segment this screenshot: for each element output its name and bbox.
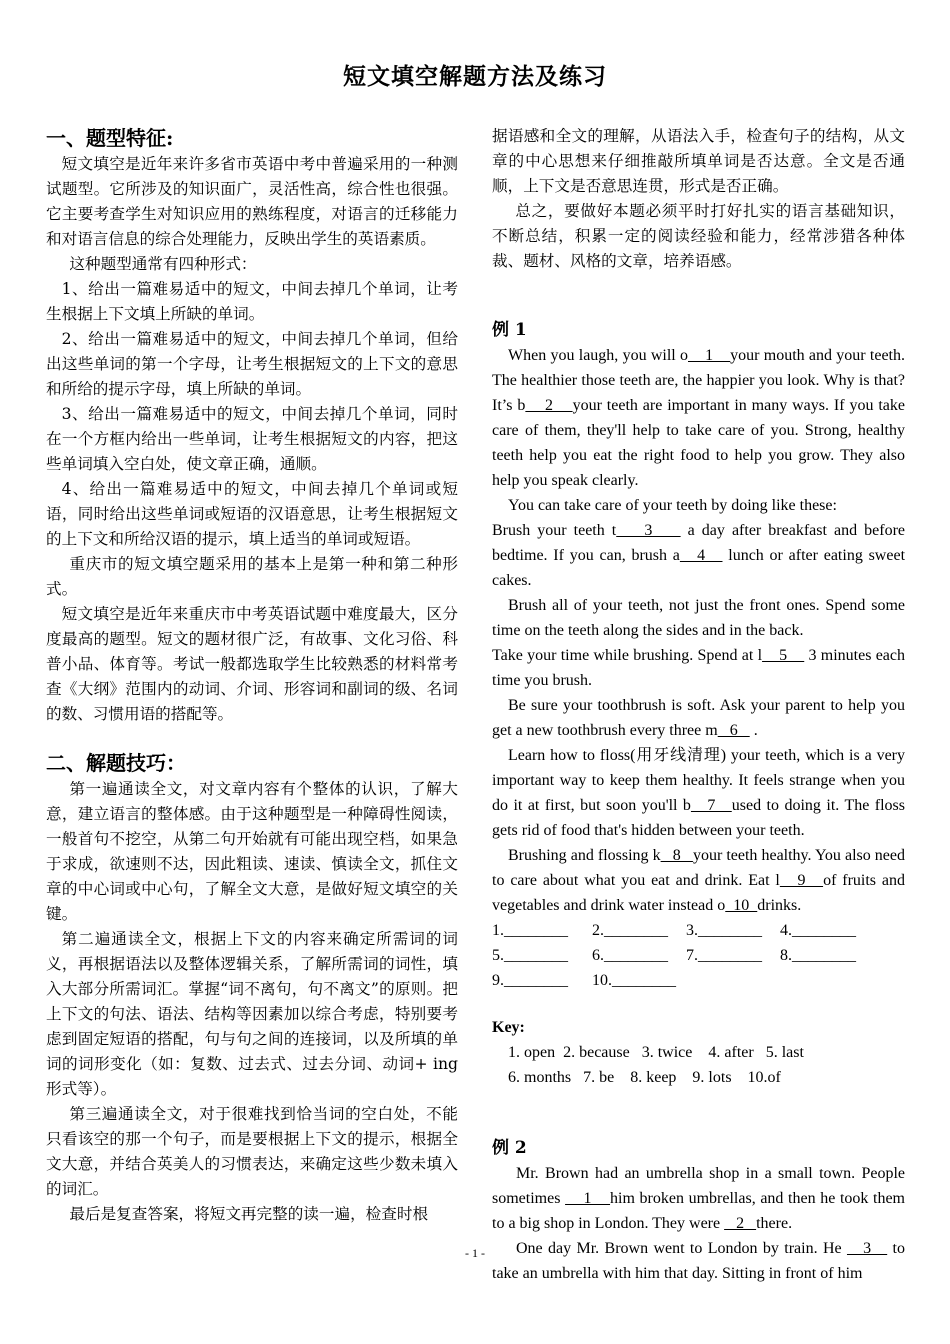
- section1-paragraph: 这种题型通常有四种形式：: [69, 255, 257, 273]
- answer-line[interactable]: 9.________: [492, 972, 568, 989]
- section2-paragraph: 第二遍通读全文，根据上下文的内容来确定所需词的词义，再根据语法以及整体逻辑关系，了解所需词的词性，填入大部分所需词汇。掌握“词不离句，句不离文”的原则。把上下文的句法、语法、结构等因素加以综合考虑，特别要考虑到固定短语的搭配，句与句之间的连接词，以及所填的单词的词形变化（如：复数、过去式、过去分词、动词+ ing形式等）。: [46, 930, 458, 1098]
- key-line: 6. months 7. be 8. keep 9. lots 10.of: [508, 1069, 781, 1086]
- example1-paragraph: Brushing and flossing k 8 your teeth healthy. You also need to care about what you eat and drink. Eat l 9 of fruits and vegetables and drink water instead o 10 drinks.: [492, 847, 906, 914]
- answer-line[interactable]: 1.________: [492, 922, 568, 939]
- answer-line[interactable]: 4.________: [780, 922, 856, 939]
- page-title: 短文填空解题方法及练习: [343, 63, 607, 90]
- example2-paragraph: Mr. Brown had an umbrella shop in a small town. People sometimes 1 him broken umbrellas, and then he took them to a big shop in London. They were 2 there.: [492, 1165, 906, 1232]
- key-line: 1. open 2. because 3. twice 4. after 5. last: [508, 1044, 804, 1061]
- answer-line[interactable]: 8.________: [780, 947, 856, 964]
- blank-9: 9: [779, 872, 824, 889]
- answer-line[interactable]: 2.________: [592, 922, 668, 939]
- section2-heading: 二、解题技巧：: [46, 751, 186, 775]
- answer-line[interactable]: 3.________: [686, 922, 762, 939]
- blank-7: 7: [690, 797, 732, 814]
- example1-paragraph: Learn how to floss(用牙线清理) your teeth, which is a very important way to keep them healthy. It feels strange when you do it at first, but soon you'll b 7 used to doing it. The floss gets rid of food that's hidden between your teeth.: [492, 747, 906, 839]
- section1-heading: 一、题型特征:: [46, 126, 174, 150]
- section1-paragraph: 短文填空是近年来重庆市中考英语试题中难度最大，区分度最高的题型。短文的题材很广泛，有故事、文化习俗、科普小品、体育等。考试一般都选取学生比较熟悉的材料常考查《大纲》范围内的动词、介词、形容词和副词的级、名词的数、习惯用语的搭配等。: [46, 605, 458, 723]
- answer-line[interactable]: 7.________: [686, 947, 762, 964]
- blank-3: 3: [616, 522, 681, 539]
- right-column: [492, 124, 905, 1286]
- section2-paragraph: 总之，要做好本题必须平时打好扎实的语言基础知识，不断总结，积累一定的阅读经验和能力，经常涉猎各种体裁、题材、风格的文章，培养语感。: [492, 202, 905, 270]
- example2-paragraph: One day Mr. Brown went to London by train. He 3 to take an umbrella with him that day. Sitting in front of him: [492, 1240, 906, 1282]
- page-number: - 1 -: [465, 1246, 485, 1260]
- answer-line[interactable]: 10.________: [592, 972, 676, 989]
- blank-2: 2: [724, 1215, 757, 1232]
- section2-paragraph-continued: 据语感和全文的理解，从语法入手，检查句子的结构，从文章的中心思想来仔细推敲所填单词是否达意。全文是否通顺，上下文是否意思连贯，形式是否正确。: [492, 127, 905, 195]
- blank-6: 6: [717, 722, 750, 739]
- section2-paragraph: 最后是复查答案，将短文再完整的读一遍，检查时根: [69, 1205, 429, 1223]
- answer-line[interactable]: 6.________: [592, 947, 668, 964]
- left-column: [46, 124, 458, 1227]
- section2-paragraph: 第一遍通读全文，对文章内容有个整体的认识，了解大意，建立语言的整体感。由于这种题型是一种障碍性阅读，一般首句不挖空，从第二句开始就有可能出现空档，如果急于求成，欲速则不达，因此粗读、速读、慎读全文，抓住文章的中心词或中心句，了解全文大意，是做好短文填空的关键。: [46, 780, 458, 923]
- answer-line[interactable]: 5.________: [492, 947, 568, 964]
- example1-paragraph: Brush all of your teeth, not just the front ones. Spend some time on the teeth along the sides and in the back.: [492, 597, 905, 639]
- example1-paragraph: Brush your teeth t 3 a day after breakfast and before bedtime. If you can, brush a 4 lunch or after eating sweet cakes.: [492, 522, 906, 589]
- blank-1: 1: [688, 347, 731, 364]
- key-label: Key:: [492, 1019, 525, 1036]
- blank-3: 3: [846, 1240, 888, 1257]
- blank-2: 2: [525, 397, 573, 414]
- example1-heading: 例 1: [492, 320, 527, 340]
- example1-paragraph: Take your time while brushing. Spend at l 5 3 minutes each time you brush.: [492, 647, 906, 689]
- section1-paragraph: 短文填空是近年来许多省市英语中考中普遍采用的一种测试题型。它所涉及的知识面广，灵活性高，综合性也很强。它主要考查学生对知识应用的熟练程度，对语言的迁移能力和对语言信息的综合处理能力，反映出学生的英语素质。: [46, 155, 458, 248]
- form-item: 3、给出一篇难易适中的短文，中间去掉几个单词，同时在一个方框内给出一些单词，让考生根据短文的内容，把这些单词填入空白处，使文章正确，通顺。: [46, 405, 458, 473]
- example1-paragraph: When you laugh, you will o 1 your mouth and your teeth. The healthier those teeth are, the happier you look. Why is that? It’s b 2 your teeth are important in many ways. If you take care of them, they'll help to take care of you. Strong, healthy teeth help you eat the right food to help you grow. They also help you speak clearly.: [492, 347, 906, 489]
- form-item: 4、给出一篇难易适中的短文，中间去掉几个单词或短语，同时给出这些单词或短语的汉语意思，让考生根据短文的上下文和所给汉语的提示，填上适当的单词或短语。: [46, 480, 458, 548]
- blank-10: 10: [725, 897, 758, 914]
- blank-8: 8: [660, 847, 693, 864]
- blank-5: 5: [762, 647, 805, 664]
- example2-heading: 例 2: [492, 1138, 527, 1158]
- form-item: 1、给出一篇难易适中的短文，中间去掉几个单词，让考生根据上下文填上所缺的单词。: [46, 280, 458, 323]
- blank-1: 1: [565, 1190, 611, 1207]
- answer-lines: [492, 918, 905, 993]
- blank-4: 4: [679, 547, 723, 564]
- section1-paragraph: 重庆市的短文填空题采用的基本上是第一种和第二种形式。: [46, 555, 458, 598]
- example1-paragraph: You can take care of your teeth by doing like these:: [508, 497, 837, 514]
- example1-paragraph: Be sure your toothbrush is soft. Ask your parent to help you get a new toothbrush every three m 6 .: [492, 697, 905, 739]
- section2-paragraph: 第三遍通读全文，对于很难找到恰当词的空白处，不能只看该空的那一个句子，而是要根据上下文的提示，根据全文大意，并结合英美人的习惯表达，来确定这些少数未填入的词汇。: [46, 1105, 458, 1198]
- form-item: 2、给出一篇难易适中的短文，中间去掉几个单词，但给出这些单词的第一个字母，让考生根据短文的上下文的意思和所给的提示字母，填上所缺的单词。: [46, 330, 458, 398]
